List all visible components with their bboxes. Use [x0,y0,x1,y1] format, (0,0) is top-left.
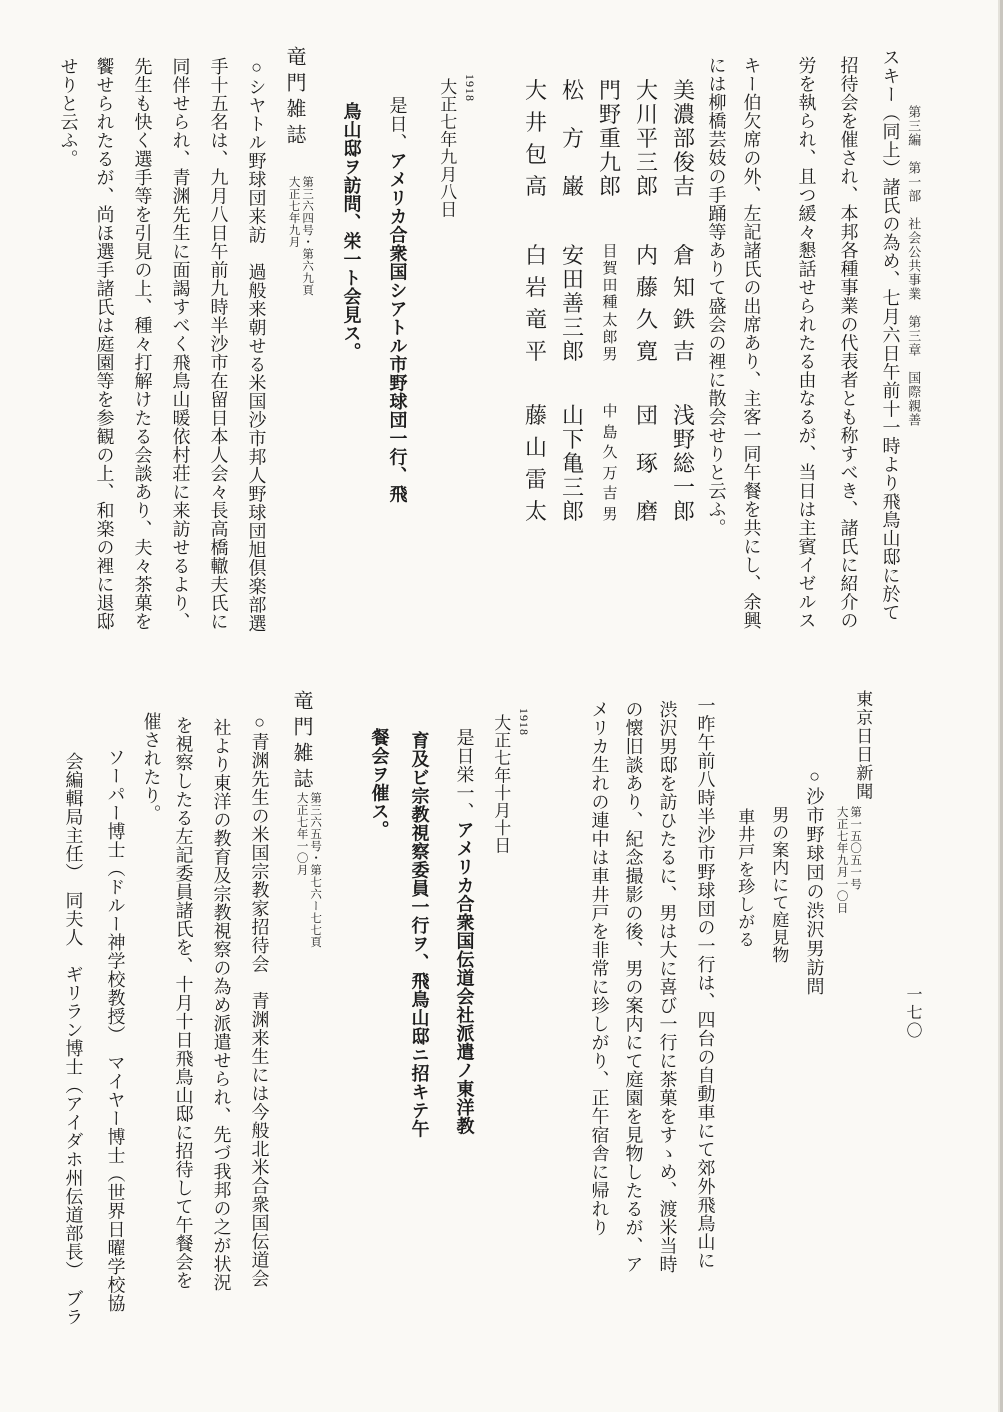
attendee-name: 内 藤 久 寛 [635,243,658,364]
paragraph-line: 労を執られ、且つ緩々懇話せられたる由なるが、当日は主賓イゼルス [796,56,817,630]
entry-text-emphasis: 鳥山邸ヲ訪問、栄一ト会見ス。 [341,102,362,361]
source-citation [294,792,321,948]
attendee-name: 藤 山 雷 太 [524,403,547,524]
paragraph-line: 招待会を催され、本邦各種事業の代表者とも称すべき、諸氏に紹介の [838,56,859,630]
source-title: 竜門雑誌 [290,690,312,794]
sub-headline: 車井戸を珍しがる [735,808,755,948]
entry-text-emphasis: アメリカ合衆国シアトル市野球団一行、飛 [387,151,408,503]
entry-year: 1918 [463,74,477,102]
attendee-name: 安 田 善 三 郎 [561,243,584,364]
article-line: の懐旧談あり、紀念撮影の後、男の案内にて庭園を見物したるが、ア [623,700,644,1274]
article-line: を視察したる左記委員諸氏を、十月十日飛鳥山邸に招待して午餐会を [173,716,194,1290]
source-citation [286,176,313,296]
page-number: 一七〇 [904,986,921,1040]
attendee-name: 中 島 久 万 吉 男 [602,404,618,523]
article-line: 一昨午前八時半沙市野球団の一行は、四台の自動車にて郊外飛鳥山に [695,696,716,1270]
attendee-name: 美 濃 部 俊 吉 [672,78,695,199]
attendee-name: 門 野 重 九 郎 [598,78,621,199]
sub-headline: 男の案内にて庭見物 [769,806,789,964]
entry-text: 是日、 [387,96,408,152]
entry-line [408,731,431,1138]
source-date: 大正七年一〇月 [295,792,308,876]
article-line: ソーパー博士（ドルー神学校教授） マイヤー博士（世界日曜学校協 [105,748,126,1313]
article-line: ○シヤトル野球団来訪 過般来朝せる米国沙市邦人野球団旭倶楽部選 [246,57,267,633]
article-line: 同伴せられ、青渊先生に面謁すべく飛鳥山暖依村荘に来訪せるより、 [170,57,191,631]
source-issue: 第三六五号・第七六ー七七頁 [309,792,322,948]
article-line: 催されたり。 [141,712,162,823]
newspaper-citation [834,806,861,914]
entry-date: 大正七年九月八日 [437,78,457,218]
article-line: 手十五名は、九月八日午前九時半沙市在留日本人会々長高橋轍夫氏に [208,57,229,631]
newspaper-issue: 第一五〇五一号 [849,806,862,890]
newspaper-title: 東京日日新聞 [853,690,873,801]
entry-text-emphasis: 餐会ヲ催ス。 [369,728,390,839]
paragraph-line: キー伯欠席の外、左記諸氏の出席あり、主客一同午餐を共にし、余興 [741,56,762,630]
entry-line [386,96,409,503]
entry-line [368,728,391,839]
article-line: メリカ生れの連中は車井戸を非常に珍しがり、正午宿舎に帰れり [589,700,610,1237]
attendee-name: 団 琢 磨 [635,403,658,524]
attendee-name: 倉 知 鉄 吉 [672,243,695,364]
attendee-name: 目 賀 田 種 太 郎 男 [602,244,618,363]
paragraph-line: スキー（同上）諸氏の為め、七月六日午前十一時より飛鳥山邸に於て [880,48,901,622]
article-line: 会編輯局主任） 同夫人 ギリラン博士（アイダホ州伝道部長） ブラ [63,752,84,1326]
article-line: 饗せられたるが、尚ほ選手諸氏は庭園等を参観の上、和楽の裡に退邸 [94,57,115,631]
attendee-name: 白 岩 竜 平 [524,243,547,364]
attendee-name: 大 井 包 高 [524,78,547,199]
entry-year: 1918 [517,708,531,736]
entry-text: 是日栄一、 [454,728,475,821]
source-title: 竜門雑誌 [283,46,305,150]
article-line: 先生も快く選手等を引見の上、種々打解けたる会談あり、夫々茶菓を [132,57,153,631]
source-date: 大正七年九月 [287,176,300,248]
entry-line [340,102,363,361]
article-line: せりと云ふ。 [58,57,79,168]
headline: ○沙市野球団の渋沢男訪問 [804,766,825,996]
attendee-name: 山 下 亀 三 郎 [561,403,584,524]
article-line: ○青渊先生の米国宗教家招待会 青渊来生には今般北米合衆国伝道会 [249,712,270,1288]
attendee-name: 松 方 巌 [561,78,584,199]
attendee-name: 浅 野 総 一 郎 [672,403,695,524]
source-issue: 第三六四号・第六九頁 [301,176,314,296]
running-head: 第三編 第一部 社会公共事業 第三章 国際親善 [906,105,922,427]
entry-text-emphasis: 育及ビ宗教視察委員一行ヲ、飛鳥山邸ニ招キテ午 [409,731,430,1138]
entry-line [453,728,476,1135]
attendee-name: 大 川 平 三 郎 [635,78,658,199]
scan-edge-highlight [998,0,1000,1412]
entry-date: 大正七年十月十日 [491,714,511,854]
article-line: 渋沢男邸を訪ひたるに、男は大に喜び一行に茶菓をすゝめ、渡米当時 [657,700,678,1274]
entry-text-emphasis: アメリカ合衆国伝道会社派遣ノ東洋教 [454,820,475,1135]
newspaper-date: 大正七年九月一〇日 [835,806,848,914]
article-line: 社より東洋の教育及宗教視察の為め派遣せられ、先づ我邦の之が状況 [211,718,232,1292]
paragraph-line: には柳橋芸妓の手踊等ありて盛会の裡に散会せりと云ふ。 [706,56,727,537]
